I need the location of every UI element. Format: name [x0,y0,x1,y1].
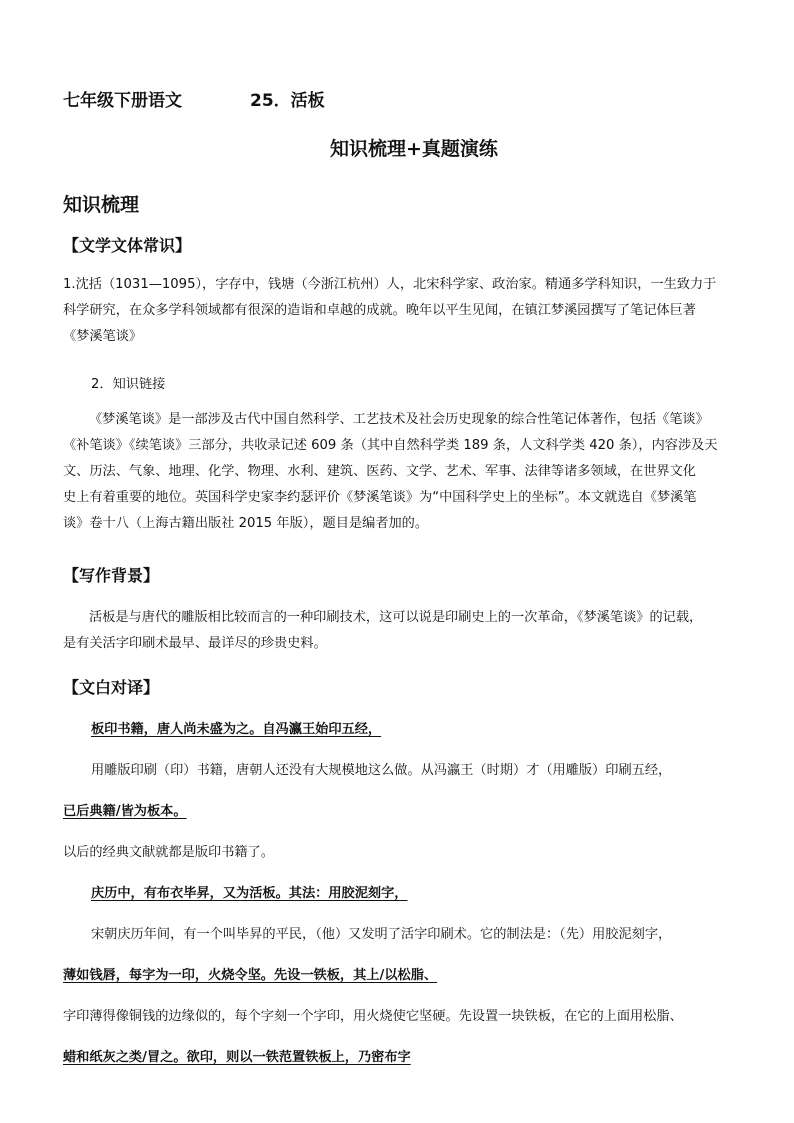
header-lesson-title: 25．活板 [250,91,325,111]
header-subject: 七年级下册语文 [63,91,182,111]
original-text-line-2: 已后典籍/皆为板本。 [63,804,187,819]
original-text-line-5: 蜡和纸灰之类/冒之。欲印，则以一铁范置铁板上，乃密布字 [63,1050,411,1065]
text-line: 《梦溪笔谈》 [63,329,143,344]
translation-line-4: 字印薄得像铜钱的边缘似的，每个字刻一个字印，用火烧使它坚硬。先设置一块铁板，在它的上面用松脂、 [63,1009,683,1024]
page-title: 知识梳理+真题演练 [330,138,498,160]
text-line: 1.沈括（1031—1095），字存中，钱塘（今浙江杭州）人，北宋科学家、政治家。精通多学科知识，一生致力于 [63,277,717,292]
text-line: 《补笔谈》《续笔谈》三部分，共收录记述 609 条（其中自然科学类 189 条，人文科学类 420 条），内容涉及天 [63,438,718,453]
subsection-literature-heading: 【文学文体常识】 [63,236,192,255]
section-heading: 知识梳理 [63,194,140,216]
subsection-translation-heading: 【文白对译】 [63,678,160,697]
literature-paragraph-2 [63,407,733,537]
text-line: 是有关活字印刷术最早、最详尽的珍贵史料。 [63,636,327,651]
original-text-line-3: 庆历中，有布衣毕昇，又为活板。其法：用胶泥刻字， [91,886,408,901]
translation-line-1: 用雕版印刷（印）书籍，唐朝人还没有大规模地这么做。从冯瀛王（时期）才（用雕版）印刷五经， [91,763,672,778]
text-line: 史上有着重要的地位。英国科学史家李约瑟评价《梦溪笔谈》为“中国科学史上的坐标”。本文就选自《梦溪笔 [63,490,697,505]
text-line: 活板是与唐代的雕版相比较而言的一种印刷技术，这可以说是印刷史上的一次革命，《梦溪笔谈》的记载， [89,610,703,625]
translation-line-2: 以后的经典文献就都是版印书籍了。 [63,845,274,860]
literature-paragraph-1 [63,272,733,350]
background-paragraph [63,605,733,657]
translation-line-3: 宋朝庆历年间，有一个叫毕昇的平民，（他）又发明了活字印刷术。它的制法是：（先）用胶泥刻字， [91,927,672,942]
text-line: 《梦溪笔谈》是一部涉及古代中国自然科学、工艺技术及社会历史现象的综合性笔记体著作，包括《笔谈》 [89,412,709,427]
knowledge-link-heading: 2．知识链接 [91,377,166,392]
original-text-line-4: 薄如钱唇，每字为一印，火烧令坚。先设一铁板，其上/以松脂、 [63,968,438,983]
text-line: 文、历法、气象、地理、化学、物理、水利、建筑、医药、文学、艺术、军事、法律等诸多领域，在世界文化 [63,464,696,479]
text-line: 谈》卷十八（上海古籍出版社 2015 年版），题目是编者加的。 [63,516,429,531]
subsection-background-heading: 【写作背景】 [63,566,160,585]
original-text-line-1: 板印书籍，唐人尚未盛为之。自冯瀛王始印五经， [91,722,382,737]
text-line: 科学研究，在众多学科领域都有很深的造诣和卓越的成就。晚年以平生见闻，在镇江梦溪园撰写了笔记体巨著 [63,303,696,318]
